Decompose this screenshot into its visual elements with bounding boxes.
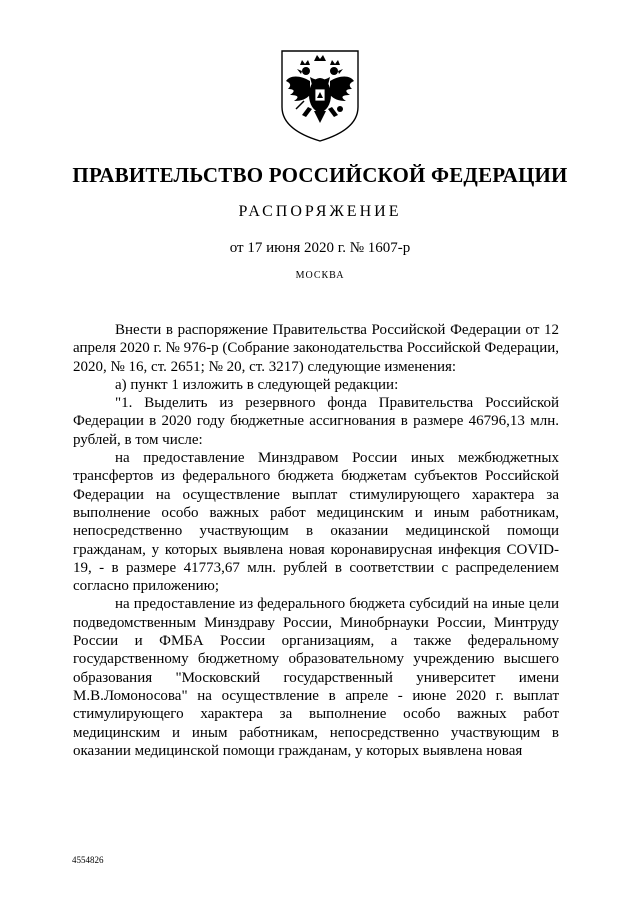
coat-of-arms-icon — [270, 45, 370, 145]
document-body — [73, 321, 559, 760]
document-date-number: от 17 июня 2020 г. № 1607-р — [229, 240, 411, 256]
document-code: 4554826 — [72, 855, 104, 865]
paragraph: на предоставление Минздравом России иных межбюджетных трансфертов из федерального бюджета бюджетам субъектов Российской Федерации на осуществление выплат стимулирующего характера за выполнение особо важных работ медицинским и иным работникам, непосредственно участвующим в оказании медицинской помощи гражданам, у которых выявлена новая коронавирусная инфекция COVID-19, - в размере 41773,67 млн. рублей в соответствии с распределением согласно приложению; — [73, 450, 559, 595]
paragraph: а) пункт 1 изложить в следующей редакции: — [115, 376, 399, 393]
document-city: МОСКВА — [295, 270, 345, 281]
paragraph: на предоставление из федерального бюджета субсидий на иные цели подведомственным Минздраву России, Минобрнауки России, Минтруду России и ФМБА России организациям, а также федеральному государственному бюджетному образовательному учреждению высшего образования "Московский государственный университет имени М.В.Ломоносова" на осуществление в апреле - июне 2020 г. выплат стимулирующего характера за выполнение особо важных работ медицинским и иным работникам, непосредственно участвующим в оказании медицинской помощи гражданам, у которых выявлена новая — [73, 596, 559, 759]
paragraph: "1. Выделить из резервного фонда Правительства Российской Федерации в 2020 году бюджетные ассигнования в размере 46796,13 млн. рублей, в том числе: — [73, 395, 559, 448]
government-title: ПРАВИТЕЛЬСТВО РОССИЙСКОЙ ФЕДЕРАЦИИ — [72, 163, 568, 187]
paragraph: Внести в распоряжение Правительства Российской Федерации от 12 апреля 2020 г. № 976-р (Собрание законодательства Российской Федерации, 2020, № 16, ст. 2651; № 20, ст. 3217) следующие изменения: — [73, 322, 559, 375]
document-type: РАСПОРЯЖЕНИЕ — [238, 203, 402, 220]
